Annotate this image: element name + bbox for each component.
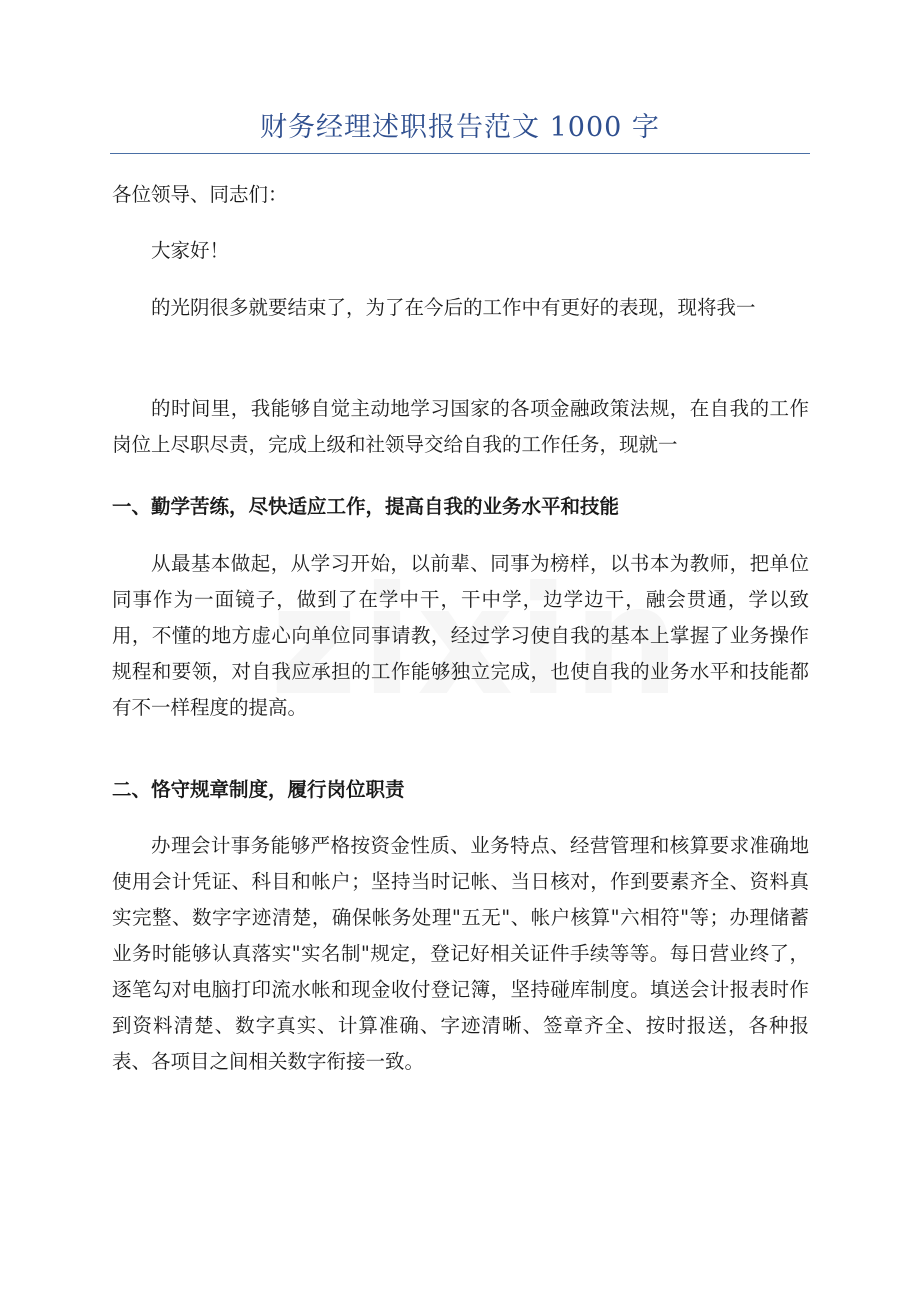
document-title: 财务经理述职报告范文 1000 字 xyxy=(260,112,660,143)
section-2-heading: 二、恪守规章制度，履行岗位职责 xyxy=(112,778,405,801)
paragraph-1: 的光阴很多就要结束了，为了在今后的工作中有更好的表现，现将我一 xyxy=(151,296,756,319)
paragraph-2: 的时间里，我能够自觉主动地学习国家的各项金融政策法规，在自我的工作岗位上尽职尽责，完成上级和社领导交给自我的工作任务，现就一 xyxy=(112,397,809,456)
greeting: 大家好！ xyxy=(151,239,230,262)
section-1-heading: 一、勤学苦练，尽快适应工作，提高自我的业务水平和技能 xyxy=(112,495,620,518)
salutation: 各位领导、同志们： xyxy=(112,183,288,206)
title-underline xyxy=(110,153,810,154)
section-1-body: 从最基本做起，从学习开始，以前辈、同事为榜样，以书本为教师，把单位同事作为一面镜子，做到了在学中干，干中学，边学边干，融会贯通，学以致用，不懂的地方虚心向单位同事请教，经过学习使自我的基本上掌握了业务操作规程和要领，对自我应承担的工作能够独立完成，也使自我的业务水平和技能都有不一样程度的提高。 xyxy=(112,552,809,719)
section-2-body: 办理会计事务能够严格按资金性质、业务特点、经营管理和核算要求准确地使用会计凭证、科目和帐户；坚持当时记帐、当日核对，作到要素齐全、资料真实完整、数字字迹清楚，确保帐务处理"五无"、帐户核算"六相符"等；办理储蓄业务时能够认真落实"实名制"规定，登记好相关证件手续等等。每日营业终了，逐笔勾对电脑打印流水帐和现金收付登记簿，坚持碰库制度。填送会计报表时作到资料清楚、数字真实、计算准确、字迹清晰、签章齐全、按时报送，各种报表、各项目之间相关数字衔接一致。 xyxy=(112,834,809,1073)
